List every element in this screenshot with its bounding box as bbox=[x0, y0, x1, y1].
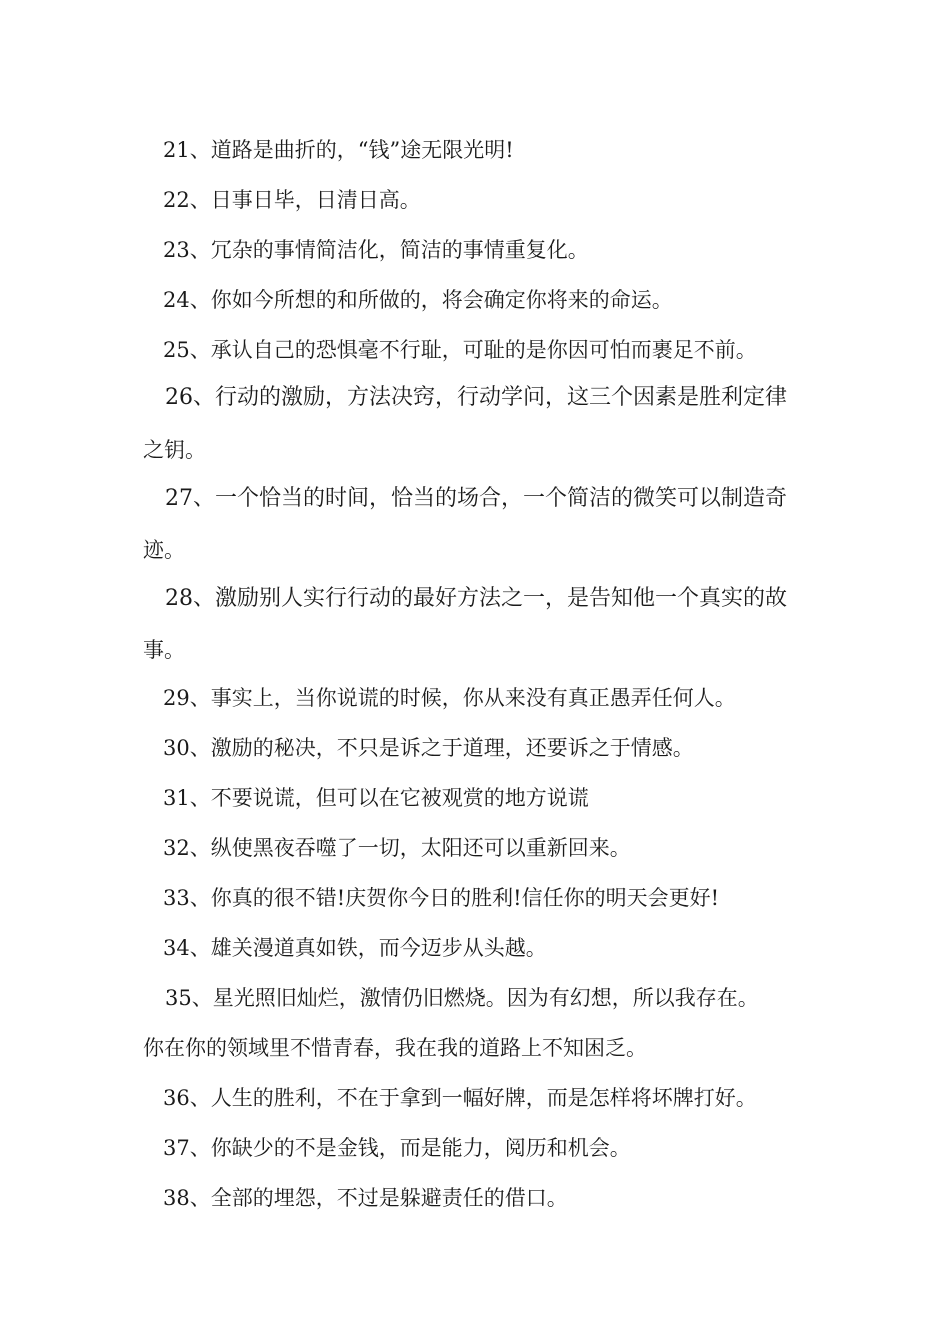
quote-38: 38、全部的埋怨，不过是躲避责任的借口。 bbox=[163, 1186, 568, 1210]
quote-30: 30、激励的秘决，不只是诉之于道理，还要诉之于情感。 bbox=[163, 736, 694, 760]
quote-24: 24、你如今所想的和所做的，将会确定你将来的命运。 bbox=[163, 288, 673, 312]
quote-35-continuation: 你在你的领域里不惜青春，我在我的道路上不知困乏。 bbox=[143, 1036, 647, 1060]
quote-35: 35、星光照旧灿烂，激情仍旧燃烧。因为有幻想，所以我存在。 bbox=[165, 986, 759, 1010]
quote-28-continuation: 事。 bbox=[143, 638, 185, 662]
quote-22: 22、日事日毕，日清日高。 bbox=[163, 188, 421, 212]
quote-32: 32、纵使黑夜吞噬了一切，太阳还可以重新回来。 bbox=[163, 836, 631, 860]
quote-33: 33、你真的很不错!庆贺你今日的胜利!信任你的明天会更好! bbox=[163, 886, 720, 910]
quote-31: 31、不要说谎，但可以在它被观赏的地方说谎 bbox=[163, 786, 589, 810]
quote-37: 37、你缺少的不是金钱，而是能力，阅历和机会。 bbox=[163, 1136, 631, 1160]
quote-27: 27、一个恰当的时间，恰当的场合，一个简洁的微笑可以制造奇 bbox=[165, 486, 787, 511]
quote-26-continuation: 之钥。 bbox=[143, 438, 206, 462]
quote-36: 36、人生的胜利，不在于拿到一幅好牌，而是怎样将坏牌打好。 bbox=[163, 1086, 757, 1110]
quote-23: 23、冗杂的事情简洁化，简洁的事情重复化。 bbox=[163, 238, 589, 262]
quote-27-continuation: 迹。 bbox=[143, 538, 185, 562]
quote-25: 25、承认自己的恐惧毫不行耻，可耻的是你因可怕而裹足不前。 bbox=[163, 338, 757, 362]
quote-29: 29、事实上，当你说谎的时候，你从来没有真正愚弄任何人。 bbox=[163, 686, 736, 710]
quote-34: 34、雄关漫道真如铁，而今迈步从头越。 bbox=[163, 936, 547, 960]
quote-26: 26、行动的激励，方法决窍，行动学问，这三个因素是胜利定律 bbox=[165, 385, 787, 410]
quote-28: 28、激励别人实行行动的最好方法之一，是告知他一个真实的故 bbox=[165, 586, 787, 611]
quote-21: 21、道路是曲折的，“钱”途无限光明! bbox=[163, 138, 514, 162]
